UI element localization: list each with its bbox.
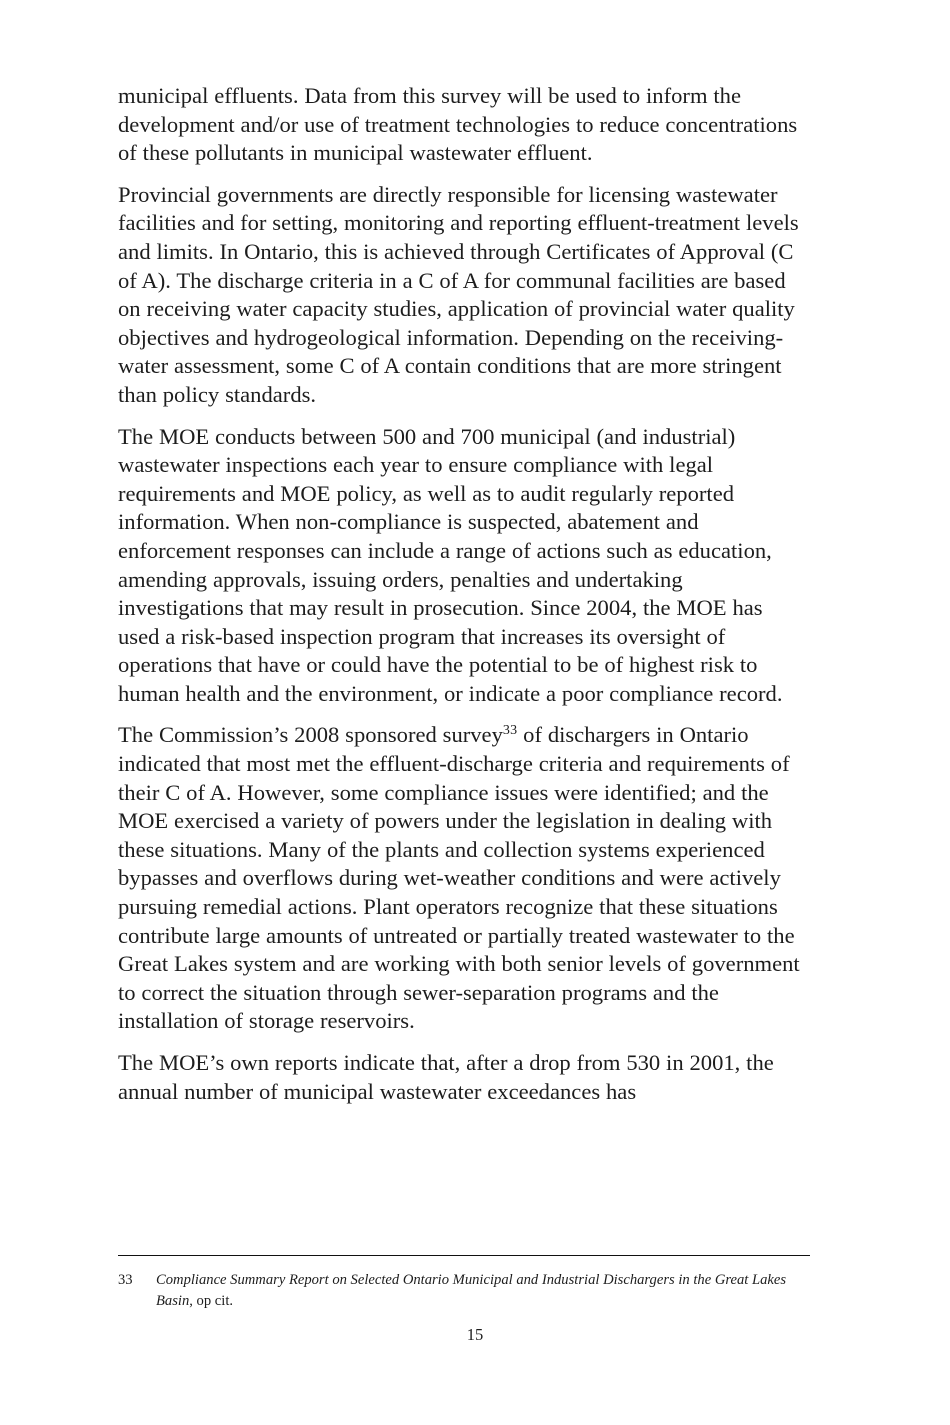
body-paragraph-5: The MOE’s own reports indicate that, after a drop from 530 in 2001, the annual number of municipal wastewater exceedances has xyxy=(118,1050,774,1104)
paragraph-4-text-before-footnote-ref: The Commission’s 2008 sponsored survey xyxy=(118,722,503,748)
body-text-column xyxy=(118,82,808,1106)
footnote-item-33 xyxy=(118,1270,810,1311)
footnote-reference-33[interactable]: 33 xyxy=(502,723,518,739)
body-paragraph-3: The MOE conducts between 500 and 700 municipal (and industrial) wastewater inspections each year to ensure compliance with legal requirements and MOE policy, as well as to audit regularly reported information. When non-compliance is suspected, abatement and enforcement responses can include a range of actions such as education, amending approvals, issuing orders, penalties and undertaking investigations that may result in prosecution. Since 2004, the MOE has used a risk-based inspection program that increases its oversight of operations that have or could have the potential to be of highest risk to human health and the environment, or indicate a poor compliance record. xyxy=(118,423,783,706)
footnote-area xyxy=(118,1255,810,1311)
page-number: 15 xyxy=(466,1325,484,1344)
footnote-title: Compliance Summary Report on Selected Ontario Municipal and Industrial Dischargers in the Great Lakes Basin xyxy=(156,1272,787,1309)
body-paragraph-4 xyxy=(118,721,808,1036)
body-paragraph-1: municipal effluents. Data from this survey will be used to inform the development and/or use of treatment technologies to reduce concentrations of these pollutants in municipal wastewater effluent. xyxy=(118,83,798,166)
body-paragraph-2: Provincial governments are directly responsible for licensing wastewater facilities and for setting, monitoring and reporting effluent-treatment levels and limits. In Ontario, this is achieved through Certificates of Approval (C of A). The discharge criteria in a C of A for communal facilities are based on receiving water capacity studies, application of provincial water quality objectives and hydrogeological information. Depending on the receiving-water assessment, some C of A contain conditions that are more stringent than policy standards. xyxy=(118,181,799,407)
footnote-separator-rule xyxy=(118,1255,810,1256)
paragraph-4-text-after-footnote-ref: of dischargers in Ontario indicated that most met the effluent-discharge criteria and requirements of their C of A. However, some compliance issues were identified; and the MOE exercised a variety of powers under the legislation in dealing with these situations. Many of the plants and collection systems experienced bypasses and overflows during wet-weather conditions and were actively pursuing remedial actions. Plant operators recognize that these situations contribute large amounts of untreated or partially treated wastewater to the Great Lakes system and are working with both senior levels of government to correct the situation through sewer-separation programs and the installation of storage reservoirs. xyxy=(118,722,800,1034)
footnote-number: 33 xyxy=(118,1272,133,1288)
footnote-tail: , op cit. xyxy=(189,1292,234,1309)
